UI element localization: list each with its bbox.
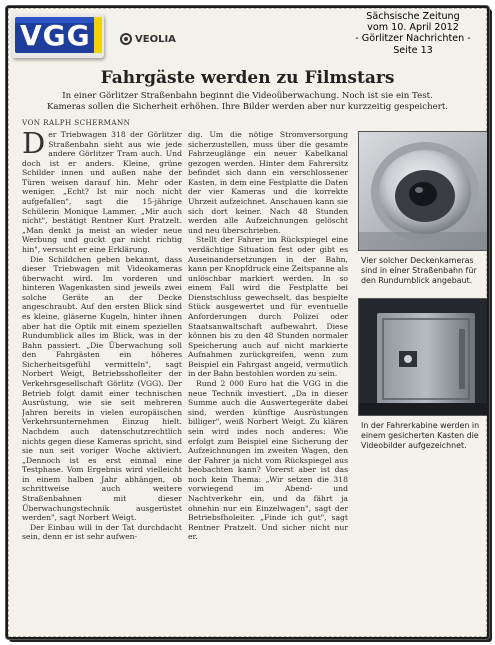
subhead-line: In einer Görlitzer Straßenbahn beginnt die Videoüberwachung. Noch ist sie ein Test. [62,91,433,101]
ceiling-camera-illustration [359,132,489,251]
article-headline: Fahrgäste werden zu Filmstars [100,68,395,88]
paragraph [22,130,182,255]
paragraph: Der Einbau will in der Tat durchdacht sein, denn er ist sehr aufwen- [22,522,182,542]
paragraph-text: er Triebwagen 318 der Görlitzer Straßenbahn sieht aus wie jede andere Görlitzer Tram auch. Und doch ist er anders. Kleine, grüne Schilder innen und außen nahe der Türen weisen darauf hin. Mehr oder weniger. „Echt? Ist mir noch nicht aufgefallen", sagt die 15-jährige Schülerin Monique Lammer. „Mir auch nicht", bestätigt Rentner Kurt Pratzelt. „Man denkt ja meist an wieder neue Werbung und guckt gar nicht richtig hin", versucht er eine Erklärung. [22,130,182,254]
source-line: vom 10. April 2012 [367,22,459,34]
source-note [343,11,483,56]
paragraph: Stellt der Fahrer im Rückspiegel eine verdächtige Situation fest oder gibt es Auseinandersetzungen in der Bahn, kann per Knopfdruck eine Zeitspanne als unlöschbar markiert werden. In so einem Fall wird die Festplatte bei Dienstschluss gewechselt, das bespielte Stück ausgewertet und für eventuelle Anforderungen durch Polizei oder Staatsanwaltschaft aufbewahrt. Diese können bis zu den 48 Stunden normaler Speicherung auch auf nicht markierte Aufnahmen zurückgreifen, wenn zum Beispiel ein Fahrgast angeid, vermutlich in der Bahn bestohlen worden zu sein. [188,235,348,379]
subhead-line: Kameras sollen die Sicherheit erhöhen. Ihre Bilder werden aber nur kurzzeitig gespeichert. [46,102,449,112]
recorder-box-photo [358,298,489,416]
article-subhead [16,91,479,113]
clipping-frame [6,6,489,639]
article-column-2 [188,130,348,638]
paragraph: dig. Um die nötige Stromversorgung sicherzustellen, muss über die gesamte Fahrzeuglänge ein neuer Kabelkanal gezogen werden. Hinter dem Fahrersitz befindet sich dann ein verschlossener Kasten, in dem eine Festplatte die Daten der vier Kameras und die korrekte Uhrzeit aufzeichnet. Anschauen kann sie sich dort keiner. Nach 48 Stunden werden alle Aufzeichnungen gelöscht und neu überschrieben. [188,130,348,235]
ceiling-camera-photo [358,131,489,251]
veolia-logo-text: VEOLIA [135,33,176,45]
recorder-box-illustration [359,299,489,416]
veolia-mark-icon [120,33,132,45]
source-line: - Görlitzer Nachrichten - [355,33,471,45]
paragraph: Rund 2 000 Euro hat die VGG in die neue Technik investiert. „Da in dieser Summe auch die Auswertegeräte dabei sind, werden künftige Ausrüstungen billiger", weiß Norbert Weigt. Zu klären sein wird indes noch anderes: Wie erfolgt zum Beispiel eine Sicherung der Aufzeichnungen im zweiten Wagen, den der Fahrer ja nicht vom Rückspiegel aus beobachten kann? Vorerst aber ist das noch kein Thema: „Wir setzen die 318 vorwiegend im Abend- und Nachtverkehr ein, und da fährt ja ohnehin nur ein Einzelwagen", sagt der Betriebsfholeiter. „Finde ich gut", sagt Rentner Pratzelt. Und sicher nicht nur er. [188,379,348,542]
vgg-logo [12,14,104,58]
drop-cap: D [22,130,46,160]
article-byline: VON RALPH SCHERMANN [22,118,131,127]
vgg-logo-accent [94,17,102,53]
photo-caption: Vier solcher Deckenkameras sind in einer Straßenbahn für den Rundumblick angebaut. [361,256,477,285]
article-column-1 [22,130,182,638]
veolia-logo [120,32,176,46]
paragraph: Die Schildchen geben bekannt, dass dieser Triebwagen mit Videokameras überwacht wird. Im vorderen und hinteren Wagenkasten sind jeweils zwei solche Geräte an der Decke angeschraubt. Auf den ersten Blick sind es kleine, gläserne Kugeln, hinter ihnen aber hat die Optik mit einem speziellen Rundumblick alles im Blick, was in der Bahn passiert. „Die Überwachung soll den Fahrgästen ein höheres Sicherheitsgefühl vermitteln", sagt Norbert Weigt, Betriebsshofleiter der Verkehrsgesellschaft Görlitz (VGG). Der Betrieb folgt damit einer technischen Ausrüstung, wie sie seit mehreren Jahren bereits in vielen europäischen Verkehrsunternehmen Einzug hielt. Nachdem auch datenschutzrechtlich nichts gegen diese Kameras spricht, sind sie nun seit voriger Woche aktiviert. „Dennoch ist es erst einmal eine Testphase. Vom Ergebnis wird vielleicht in einem halben Jahr abhängen, ob schrittweise auch weitere Straßenbahnen mit dieser Überwachungstechnik ausgerüstet werden", sagt Norbert Weigt. [22,254,182,523]
source-line: Sächsische Zeitung [366,11,460,22]
photo-caption: In der Fahrerkabine werden in einem gesicherten Kasten die Videobilder aufgezeichnet. [361,421,480,450]
source-line: Seite 13 [393,44,433,56]
vgg-logo-text: VGG [20,19,91,52]
